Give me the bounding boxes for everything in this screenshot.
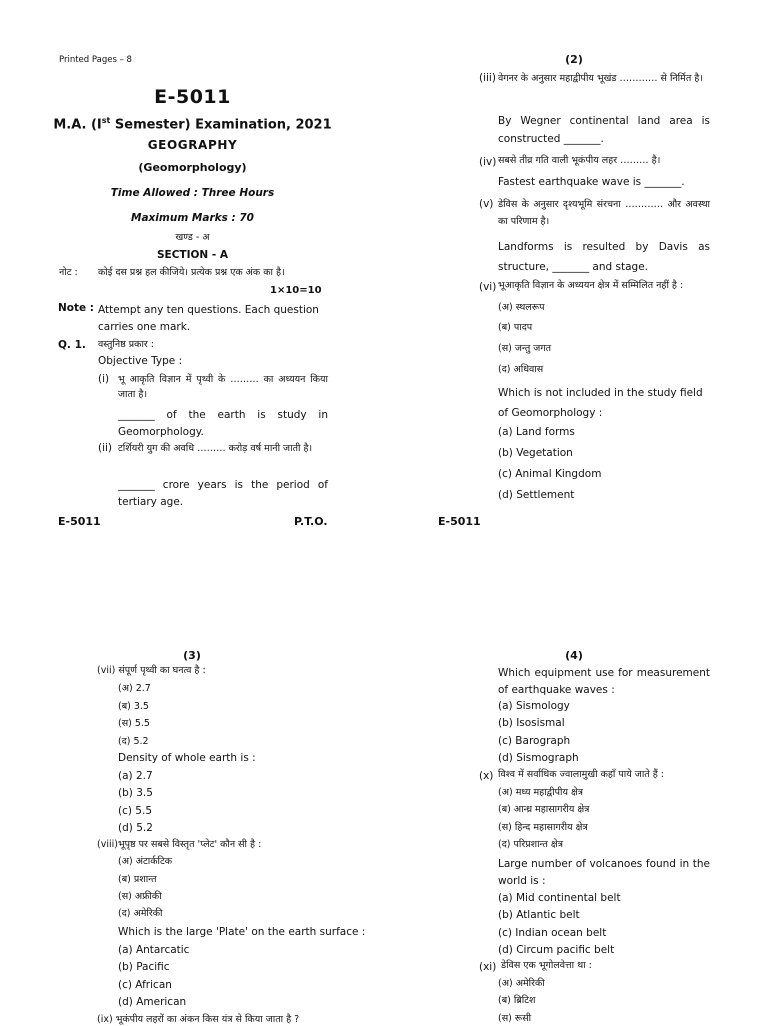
q-v-english: Landforms is resulted by Davis as structure, _______ and stage. xyxy=(498,241,710,273)
q-ii-num: (ii) xyxy=(98,442,113,454)
q-iv-hindi: सबसे तीव्र गति वाली भूकंपीय लहर ……… है। xyxy=(498,155,661,166)
q-vii-english-opt-b: (b) 3.5 xyxy=(118,787,153,799)
q1-hindi: वस्तुनिष्ठ प्रकार : xyxy=(98,339,155,350)
exam-title-pre: M.A. (I xyxy=(53,117,102,133)
q-i-english: _______ of the earth is study in Geomorphology. xyxy=(118,409,328,438)
q-ix-english-opt-b: (b) Isosismal xyxy=(498,717,565,729)
note-hindi-label: नोट : xyxy=(59,267,78,278)
note-hindi-text: कोई दस प्रश्न हल कीजिये। प्रत्येक प्रश्न एक अंक का है। xyxy=(98,267,285,278)
page-number-2: (2) xyxy=(565,53,583,66)
q-ix-hindi: (ix) भूकंपीय लहरों का अंकन किस यंत्र से किया जाता है ? xyxy=(97,1014,300,1025)
q-vi-num: (vi) xyxy=(479,281,497,293)
q-iv-num: (iv) xyxy=(479,156,497,168)
q-viii-english-opt-d: (d) American xyxy=(118,996,187,1008)
note-english-label: Note : xyxy=(58,302,94,314)
maximum-marks: Maximum Marks : 70 xyxy=(131,212,254,224)
q-xi-hindi: डेविस एक भूगोलवेत्ता था : xyxy=(501,960,592,971)
q-vi-hindi-opt-2: (ब) पादप xyxy=(498,322,533,333)
q-vii-hindi-opt-4: (द) 5.2 xyxy=(118,736,149,747)
q-viii-num-hindi xyxy=(97,839,261,851)
q-ix-english-opt-a: (a) Sismology xyxy=(498,700,570,712)
q-iv-english: Fastest earthquake wave is _______. xyxy=(498,176,685,188)
q-ii-hindi: टर्शियरी युग की अवधि ……… करोड़ वर्ष मानी जाती है। xyxy=(118,443,313,454)
q-xi-hindi-opt-1: (अ) अमेरिकी xyxy=(498,978,545,989)
exam-title-post: Semester) Examination, 2021 xyxy=(110,117,332,133)
q-xi-hindi-opt-2: (ब) ब्रिटिश xyxy=(498,995,536,1006)
q-x-english: Large number of volcanoes found in the world is : xyxy=(498,858,710,887)
q-x-english-opt-a: (a) Mid continental belt xyxy=(498,892,621,904)
q-iii-num: (iii) xyxy=(479,72,496,84)
page-3 xyxy=(0,640,384,1024)
q-ii-english: _______ crore years is the period of tertiary age. xyxy=(118,479,328,508)
q-vii-hindi: संपूर्ण पृथ्वी का घनत्व है : xyxy=(118,665,206,676)
q-vii-english: Density of whole earth is : xyxy=(118,752,256,764)
q-xi-num: (xi) xyxy=(479,961,497,973)
q-viii-hindi-opt-3: (स) अफ्रीकी xyxy=(118,891,162,902)
q-vi-english: Which is not included in the study field of Geomorphology : xyxy=(498,387,703,420)
q-vi-english-opt-b: (b) Vegetation xyxy=(498,447,573,459)
printed-pages: Printed Pages – 8 xyxy=(59,55,132,65)
q-vii-english-opt-d: (d) 5.2 xyxy=(118,822,153,834)
q-viii-english: Which is the large 'Plate' on the earth surface : xyxy=(118,926,366,938)
paper-name: (Geomorphology) xyxy=(138,161,247,174)
q-ix-english-opt-c: (c) Barograph xyxy=(498,735,571,747)
q-x-english-opt-c: (c) Indian ocean belt xyxy=(498,927,607,939)
q1-english: Objective Type : xyxy=(98,355,183,367)
q-viii-english-opt-a: (a) Antarcatic xyxy=(118,944,190,956)
page-number-3: (3) xyxy=(183,649,201,662)
note-english-text: Attempt any ten questions. Each question carries one mark. xyxy=(98,304,319,333)
q-vii-hindi-opt-1: (अ) 2.7 xyxy=(118,683,151,694)
q-v-num: (v) xyxy=(479,198,494,210)
section-hindi: खण्ड - अ xyxy=(175,232,210,243)
q-i-hindi: भू आकृति विज्ञान में पृथ्वी के ……… का अध्ययन किया जाता है। xyxy=(118,374,328,401)
page-4 xyxy=(384,640,768,1024)
q-viii-english-opt-c: (c) African xyxy=(118,979,172,991)
exam-title xyxy=(40,116,345,134)
note-marks: 1×10=10 xyxy=(270,285,322,296)
exam-title-sup: st xyxy=(101,116,111,125)
q-viii-hindi-opt-4: (द) अमेरिकी xyxy=(118,908,163,919)
q-viii-hindi: भूपृष्ठ पर सबसे विस्तृत 'प्लेट' कौन सी है : xyxy=(117,839,262,850)
page-2 xyxy=(384,0,768,540)
q-x-hindi: विश्व में सर्वाधिक ज्वालामुखी कहाँ पाये जाते हैं : xyxy=(498,769,664,780)
q-x-num: (x) xyxy=(479,770,494,782)
q-vi-hindi: भूआकृति विज्ञान के अध्ययन क्षेत्र में सम्मिलित नहीं है : xyxy=(498,280,684,291)
q-vi-hindi-opt-1: (अ) स्थलरूप xyxy=(498,302,545,313)
q-x-hindi-opt-2: (ब) आन्ध्र महासागरीय क्षेत्र xyxy=(498,804,590,815)
q-x-hindi-opt-1: (अ) मध्य महाद्वीपीय क्षेत्र xyxy=(498,787,584,798)
page-1 xyxy=(0,0,384,540)
page-number-4: (4) xyxy=(565,649,583,662)
q-xi-hindi-opt-3: (स) रूसी xyxy=(498,1013,532,1024)
paper-code: E-5011 xyxy=(154,86,231,108)
q-vi-english-opt-c: (c) Animal Kingdom xyxy=(498,468,602,480)
q-x-english-opt-b: (b) Atlantic belt xyxy=(498,909,580,921)
q-vii-english-opt-c: (c) 5.5 xyxy=(118,805,153,817)
q-x-hindi-opt-3: (स) हिन्द महासागरीय क्षेत्र xyxy=(498,822,588,833)
q-vi-hindi-opt-3: (स) जन्तु जगत xyxy=(498,343,552,354)
q-viii-hindi-opt-1: (अ) अंटार्कटिक xyxy=(118,856,173,867)
q-vii-hindi-opt-2: (ब) 3.5 xyxy=(118,701,149,712)
q-viii-english-opt-b: (b) Pacific xyxy=(118,961,170,973)
q-vii-num-hindi xyxy=(97,665,206,677)
footer-code-left: E-5011 xyxy=(58,515,101,528)
footer-code-right: E-5011 xyxy=(438,515,481,528)
section-english: SECTION - A xyxy=(156,249,229,261)
subject: GEOGRAPHY xyxy=(147,138,238,152)
q-vii-num: (vii) xyxy=(97,665,116,676)
q-ix-english-opt-d: (d) Sismograph xyxy=(498,752,579,764)
q-vii-english-opt-a: (a) 2.7 xyxy=(118,770,153,782)
q-vi-english-opt-d: (d) Settlement xyxy=(498,489,575,501)
q-iii-english: By Wegner continental land area is constructed _______. xyxy=(498,115,710,146)
q-vi-hindi-opt-4: (द) अधिवास xyxy=(498,364,544,375)
q-vi-english-opt-a: (a) Land forms xyxy=(498,426,575,438)
q-i-num: (i) xyxy=(98,373,110,385)
q-ix-english: Which equipment use for measurement of earthquake waves : xyxy=(498,667,710,696)
q1-label: Q. 1. xyxy=(58,339,86,351)
q-viii-num: (viii) xyxy=(97,839,118,850)
q-x-hindi-opt-4: (द) परिप्रशान्त क्षेत्र xyxy=(498,839,563,850)
q-iii-hindi: वेगनर के अनुसार महाद्वीपीय भूखंड ………… से निर्मित है। xyxy=(498,73,703,84)
q-vii-hindi-opt-3: (स) 5.5 xyxy=(118,718,150,729)
footer-pto: P.T.O. xyxy=(294,515,328,528)
q-x-english-opt-d: (d) Circum pacific belt xyxy=(498,944,615,956)
time-allowed: Time Allowed : Three Hours xyxy=(110,187,275,199)
q-v-hindi: डेविस के अनुसार दृश्यभूमि संरचना ………… और अवस्था का परिणाम है। xyxy=(498,199,710,227)
q-viii-hindi-opt-2: (ब) प्रशान्त xyxy=(118,874,157,885)
